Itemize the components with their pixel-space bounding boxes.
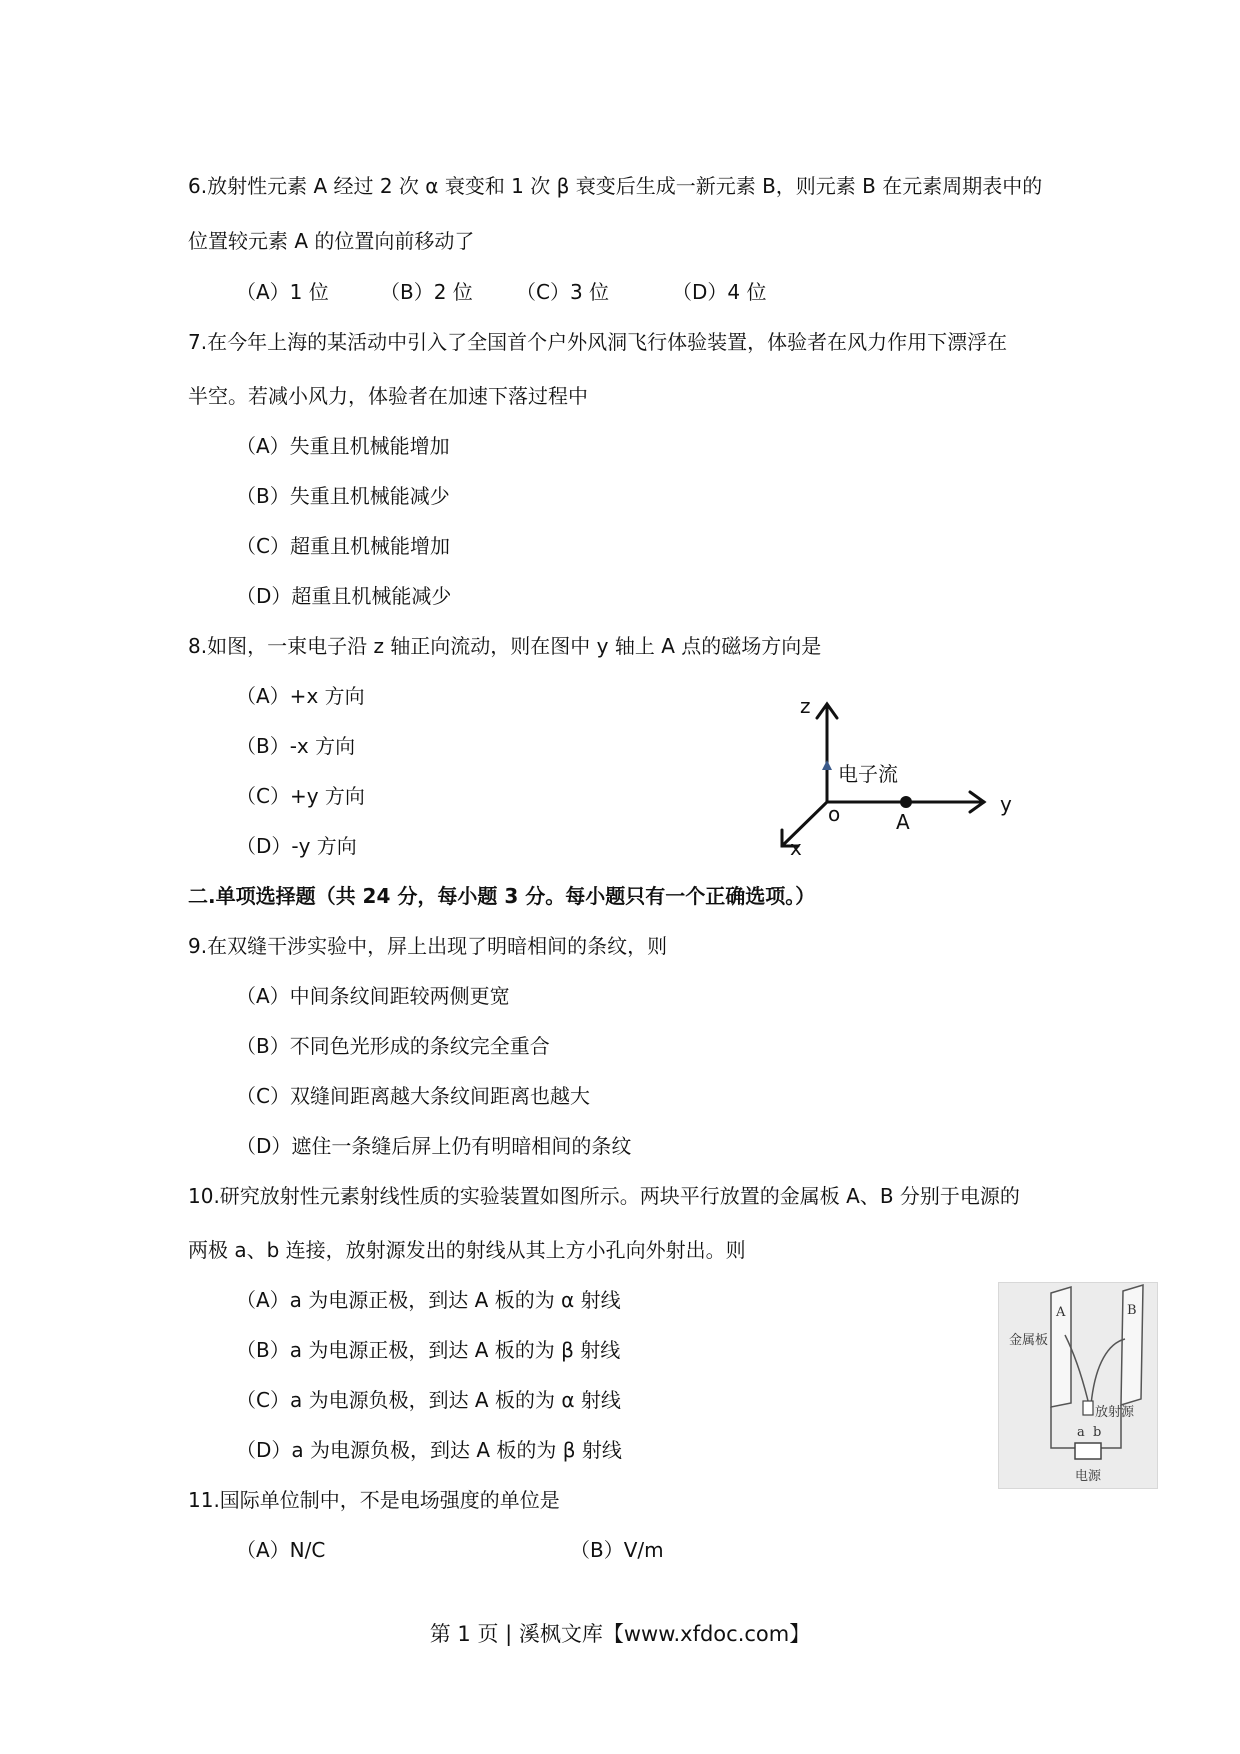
circuit-wire	[1051, 1407, 1075, 1448]
q9-option-c: （C）双缝间距离越大条纹间距离也越大	[236, 1084, 590, 1108]
q10-option-d: （D）a 为电源负极，到达 A 板的为 β 射线	[236, 1438, 622, 1462]
point-a-label: A	[896, 810, 910, 834]
q7-option-d: （D）超重且机械能减少	[236, 584, 452, 608]
q10-option-a: （A）a 为电源正极，到达 A 板的为 α 射线	[236, 1288, 621, 1312]
q6-option-c: （C）3 位	[516, 280, 610, 304]
q7-option-c: （C）超重且机械能增加	[236, 534, 450, 558]
q6-stem-line2: 位置较元素 A 的位置向前移动了	[188, 229, 475, 253]
q9-option-d: （D）遮住一条缝后屏上仍有明暗相间的条纹	[236, 1134, 632, 1158]
q11-option-a: （A）N/C	[236, 1538, 326, 1562]
q8-option-d: （D）-y 方向	[236, 834, 357, 858]
z-axis-label: z	[800, 694, 811, 718]
q11-option-b: （B）V/m	[570, 1538, 664, 1562]
q7-option-a: （A）失重且机械能增加	[236, 434, 450, 458]
origin-label: o	[828, 802, 841, 826]
x-axis	[782, 802, 827, 846]
q11-stem: 11.国际单位制中，不是电场强度的单位是	[188, 1488, 560, 1512]
plate-a-label: A	[1056, 1305, 1066, 1320]
q10-option-b: （B）a 为电源正极，到达 A 板的为 β 射线	[236, 1338, 621, 1362]
page-footer: 第 1 页 | 溪枫文库【www.xfdoc.com】	[429, 1622, 811, 1646]
q8-option-b: （B）-x 方向	[236, 734, 356, 758]
plate-b-label: B	[1127, 1303, 1137, 1318]
q10-stem-line1: 10.研究放射性元素射线性质的实验装置如图所示。两块平行放置的金属板 A、B 分别于电源的	[188, 1184, 1020, 1208]
electron-stream-arrow-icon	[822, 760, 832, 770]
power-supply	[1075, 1443, 1101, 1459]
metal-plate-label: 金属板	[1009, 1333, 1049, 1348]
q6-option-a: （A）1 位	[236, 280, 329, 304]
ray-path-2	[1091, 1339, 1125, 1405]
point-a-dot	[900, 796, 912, 808]
axis-figure	[770, 690, 1040, 870]
q9-option-b: （B）不同色光形成的条纹完全重合	[236, 1034, 550, 1058]
electron-stream-label: 电子流	[838, 762, 898, 786]
q10-option-c: （C）a 为电源负极，到达 A 板的为 α 射线	[236, 1388, 621, 1412]
q6-option-d: （D）4 位	[672, 280, 767, 304]
q7-option-b: （B）失重且机械能减少	[236, 484, 450, 508]
q8-option-a: （A）+x 方向	[236, 684, 365, 708]
y-axis-label: y	[1000, 792, 1012, 816]
power-label: 电源	[1075, 1469, 1102, 1484]
q9-stem: 9.在双缝干涉实验中，屏上出现了明暗相间的条纹，则	[188, 934, 668, 958]
q8-stem: 8.如图，一束电子沿 z 轴正向流动，则在图中 y 轴上 A 点的磁场方向是	[188, 634, 822, 658]
x-axis-label: x	[790, 836, 802, 860]
pole-a-label: a	[1077, 1425, 1085, 1440]
q9-option-a: （A）中间条纹间距较两侧更宽	[236, 984, 510, 1008]
source-box	[1083, 1401, 1093, 1415]
q7-stem-line1: 7.在今年上海的某活动中引入了全国首个户外风洞飞行体验装置，体验者在风力作用下漂浮在	[188, 330, 1008, 354]
pole-b-label: b	[1093, 1425, 1102, 1440]
q8-option-c: （C）+y 方向	[236, 784, 365, 808]
q6-option-b: （B）2 位	[380, 280, 473, 304]
source-label: 放射源	[1095, 1405, 1135, 1420]
radiation-apparatus-figure	[998, 1282, 1158, 1489]
q7-stem-line2: 半空。若减小风力，体验者在加速下落过程中	[188, 384, 588, 408]
q10-stem-line2: 两极 a、b 连接，放射源发出的射线从其上方小孔向外射出。则	[188, 1238, 746, 1262]
section-2-heading: 二.单项选择题（共 24 分，每小题 3 分。每小题只有一个正确选项。）	[188, 884, 816, 908]
q6-stem-line1: 6.放射性元素 A 经过 2 次 α 衰变和 1 次 β 衰变后生成一新元素 B，则元素 B 在元素周期表中的	[188, 174, 1043, 198]
